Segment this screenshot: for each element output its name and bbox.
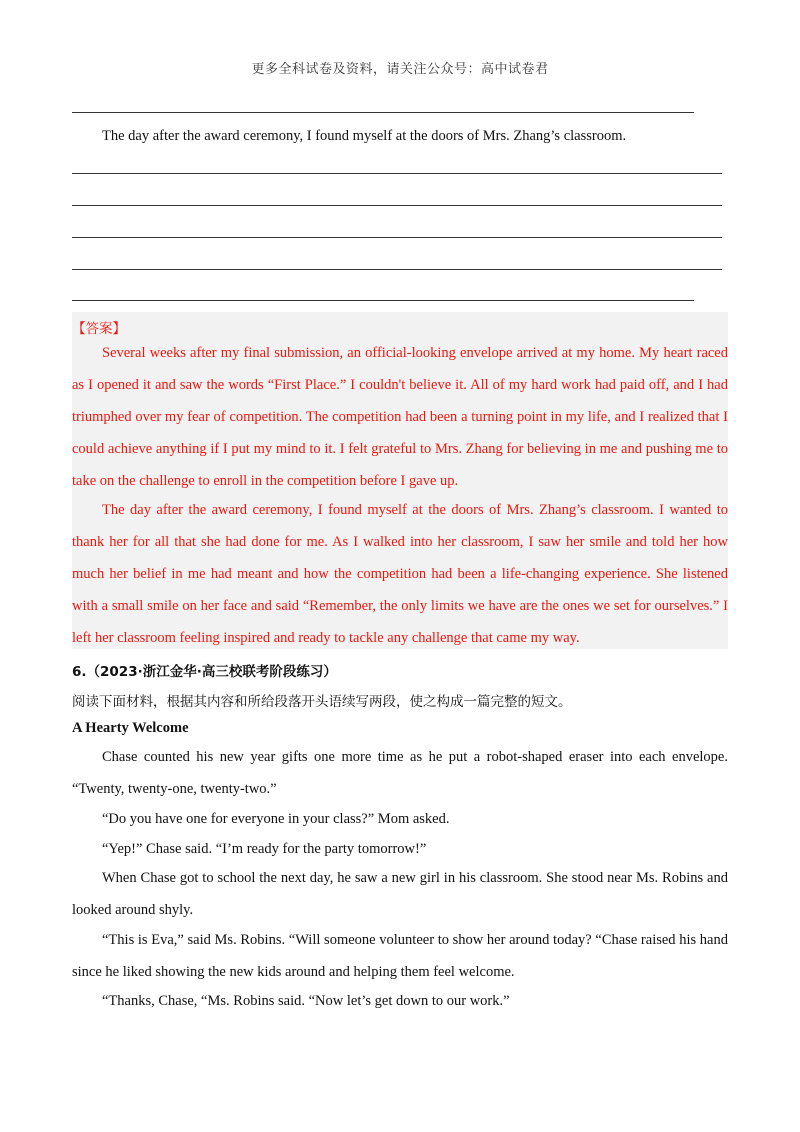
story-paragraph: Chase counted his new year gifts one more time as he put a robot-shaped eraser into each envelope. “Twenty, twenty-one, twenty-two.” [72,749,728,797]
writing-line [72,300,694,301]
story-paragraph: “Thanks, Chase, “Ms. Robins said. “Now let’s get down to our work.” [102,993,510,1009]
writing-line [72,205,722,206]
writing-line [72,269,722,270]
story-paragraph: When Chase got to school the next day, he saw a new girl in his classroom. She stood near Ms. Robins and looked around shyly. [72,870,728,918]
answer-paragraph-2: The day after the award ceremony, I found myself at the doors of Mrs. Zhang’s classroom. I wanted to thank her for all that she had done for me. As I walked into her classroom, I saw her smile and told her how much her belief in me had meant and how the competition had been a life-changing experience. She listened with a small smile on her face and said “Remember, the only limits we have are the ones we set for ourselves.” I left her classroom feeling inspired and ready to tackle any challenge that came my way. [72,502,728,646]
question-number-source: 6.（2023·浙江金华·高三校联考阶段练习） [72,664,337,680]
answer-label: 【答案】 [72,321,126,337]
writing-prompt: The day after the award ceremony, I found myself at the doors of Mrs. Zhang’s classroom. [102,128,627,144]
writing-line [72,112,694,113]
story-title: A Hearty Welcome [72,720,189,736]
story-paragraph: “This is Eva,” said Ms. Robins. “Will someone volunteer to show her around today? “Chase raised his hand since he liked showing the new kids around and helping them feel welcome. [72,932,728,980]
answer-paragraph-1: Several weeks after my final submission, an official-looking envelope arrived at my home. My heart raced as I opened it and saw the words “First Place.” I couldn't believe it. All of my hard work had paid off, and I had triumphed over my fear of competition. The competition had been a turning point in my life, and I realized that I could achieve anything if I put my mind to it. I felt grateful to Mrs. Zhang for believing in me and pushing me to take on the challenge to enroll in the competition before I gave up. [72,345,728,489]
question-instruction: 阅读下面材料，根据其内容和所给段落开头语续写两段，使之构成一篇完整的短文。 [72,694,572,710]
writing-line [72,237,722,238]
story-paragraph: “Yep!” Chase said. “I’m ready for the party tomorrow!” [102,841,427,857]
page-header: 更多全科试卷及资料，请关注公众号：高中试卷君 [251,62,549,77]
writing-line [72,173,722,174]
story-paragraph: “Do you have one for everyone in your class?” Mom asked. [102,811,450,827]
